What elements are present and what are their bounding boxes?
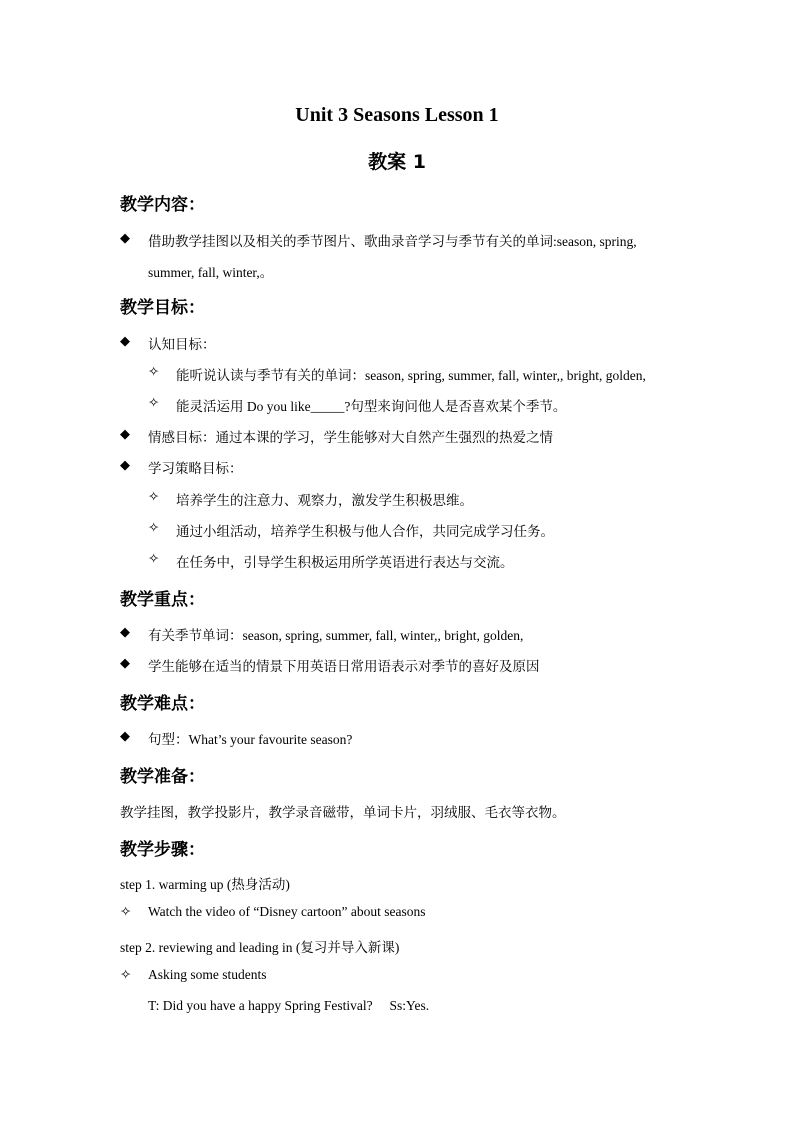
diamond-bullet-icon: ◆ <box>120 457 130 472</box>
star-bullet-icon: ✧ <box>148 395 160 410</box>
star-bullet-icon: ✧ <box>120 904 132 919</box>
step-2-item: Asking some students <box>148 967 267 982</box>
heading-difficulties: 教学难点： <box>120 694 205 714</box>
content-item-1: 借助教学挂图以及相关的季节图片、歌曲录音学习与季节有关的单词:season, spring, <box>148 234 637 249</box>
goal-strategy-2: 通过小组活动，培养学生积极与他人合作，共同完成学习任务。 <box>176 524 554 539</box>
star-bullet-icon: ✧ <box>148 489 160 504</box>
star-bullet-icon: ✧ <box>148 551 160 566</box>
preparation-text: 教学挂图，教学投影片，教学录音磁带，单词卡片，羽绒服、毛衣等衣物。 <box>120 805 566 820</box>
heading-content: 教学内容： <box>120 195 205 215</box>
diamond-bullet-icon: ◆ <box>120 333 130 348</box>
goal-cognitive-1: 能听说认读与季节有关的单词：season, spring, summer, fall, winter,, bright, golden, <box>176 368 646 383</box>
heading-goals: 教学目标： <box>120 298 205 318</box>
heading-steps: 教学步骤： <box>120 840 205 860</box>
step-2: step 2. reviewing and leading in (复习并导入新课) <box>120 940 400 955</box>
heading-key-points: 教学重点： <box>120 590 205 610</box>
diamond-bullet-icon: ◆ <box>120 624 130 639</box>
goal-cognitive-2: 能灵活运用 Do you like_____?句型来询问他人是否喜欢某个季节。 <box>176 399 567 414</box>
star-bullet-icon: ✧ <box>120 967 132 982</box>
goal-cognitive: 认知目标： <box>148 337 216 352</box>
difficulty-1: 句型：What’s your favourite season? <box>148 732 353 747</box>
key-point-2: 学生能够在适当的情景下用英语日常用语表示对季节的喜好及原因 <box>148 659 540 674</box>
goal-strategy-3: 在任务中，引导学生积极运用所学英语进行表达与交流。 <box>176 555 514 570</box>
star-bullet-icon: ✧ <box>148 520 160 535</box>
diamond-bullet-icon: ◆ <box>120 655 130 670</box>
document-subtitle: 教案 1 <box>368 151 426 173</box>
diamond-bullet-icon: ◆ <box>120 728 130 743</box>
goal-strategy: 学习策略目标： <box>148 461 243 476</box>
star-bullet-icon: ✧ <box>148 364 160 379</box>
goal-strategy-1: 培养学生的注意力、观察力，激发学生积极思维。 <box>176 493 473 508</box>
content-item-1-cont: summer, fall, winter,。 <box>148 265 274 280</box>
goal-emotion: 情感目标：通过本课的学习，学生能够对大自然产生强烈的热爱之情 <box>148 430 553 445</box>
step-1-item: Watch the video of “Disney cartoon” about seasons <box>148 904 426 919</box>
dialogue-line: T: Did you have a happy Spring Festival? Ss:Yes. <box>148 998 430 1013</box>
diamond-bullet-icon: ◆ <box>120 426 130 441</box>
diamond-bullet-icon: ◆ <box>120 230 130 245</box>
heading-preparation: 教学准备： <box>120 767 205 787</box>
step-1: step 1. warming up (热身活动) <box>120 877 290 892</box>
key-point-1: 有关季节单词：season, spring, summer, fall, winter,, bright, golden, <box>148 628 524 643</box>
document-title: Unit 3 Seasons Lesson 1 <box>295 104 499 126</box>
